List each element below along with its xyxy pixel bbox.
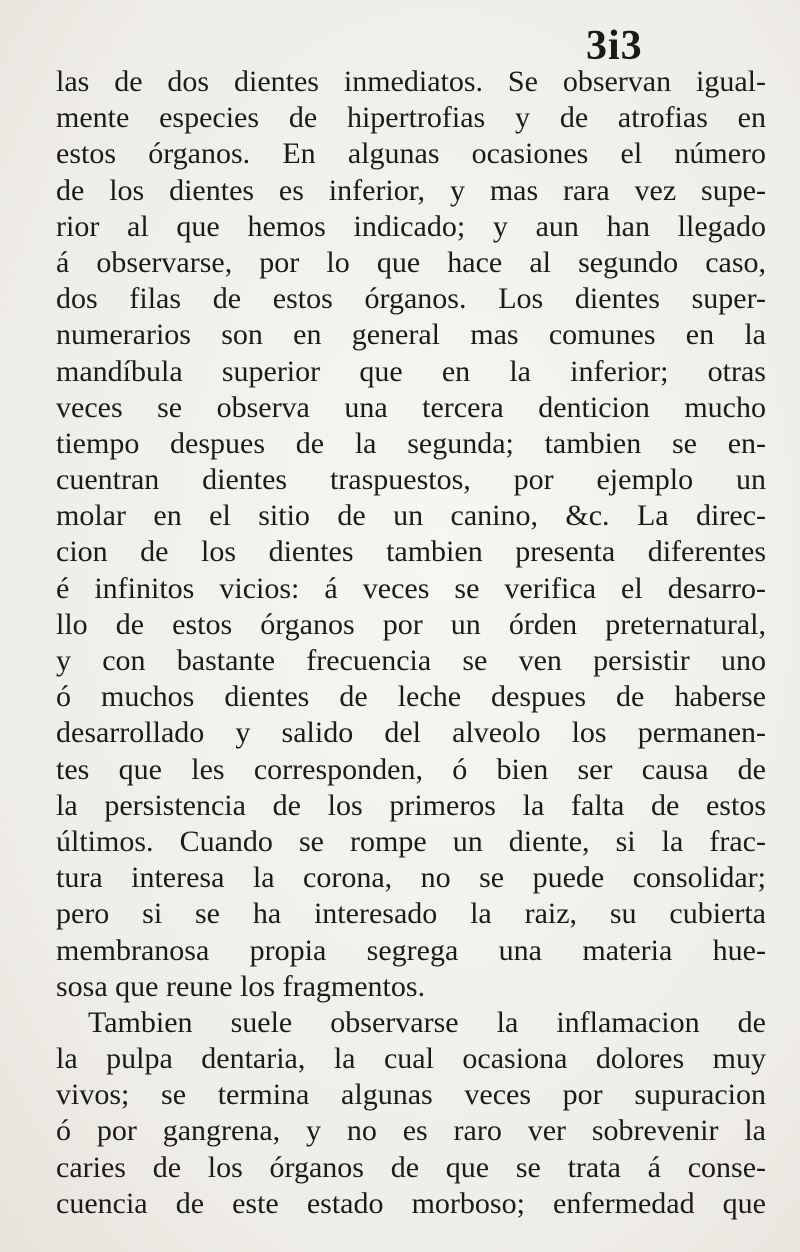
text-line: veces se observa una tercera denticion mucho — [56, 390, 766, 424]
text-line: rior al que hemos indicado; y aun han llegado — [56, 209, 766, 243]
text-line: caries de los órganos de que se trata á conse- — [56, 1150, 766, 1184]
text-line: tiempo despues de la segunda; tambien se en- — [56, 426, 766, 460]
text-line: cuencia de este estado morboso; enfermedad que — [56, 1186, 766, 1220]
text-line: las de dos dientes inmediatos. Se observan igual- — [56, 65, 766, 98]
body-text — [56, 64, 766, 1222]
text-line: membranosa propia segrega una materia hue- — [56, 933, 766, 967]
text-line: mente especies de hipertrofias y de atrofias en — [56, 101, 766, 135]
text-line: vivos; se termina algunas veces por supuracion — [56, 1078, 766, 1112]
text-line: Tambien suele observarse la inflamacion de — [88, 1005, 766, 1039]
text-line: numerarios son en general mas comunes en la — [56, 318, 766, 352]
text-line: últimos. Cuando se rompe un diente, si la frac- — [56, 824, 766, 858]
text-line: de los dientes es inferior, y mas rara vez supe- — [56, 173, 766, 207]
text-line: molar en el sitio de un canino, &c. La direc- — [56, 499, 766, 533]
text-line: desarrollado y salido del alveolo los permanen- — [56, 716, 766, 750]
text-line: dos filas de estos órganos. Los dientes super- — [56, 282, 766, 316]
text-line: y con bastante frecuencia se ven persistir uno — [56, 644, 766, 677]
text-line: á observarse, por lo que hace al segundo caso, — [56, 245, 766, 279]
text-line: ó por gangrena, y no es raro ver sobrevenir la — [56, 1114, 766, 1148]
page-number: 3i3 — [586, 23, 643, 69]
text-line: estos órganos. En algunas ocasiones el número — [56, 137, 766, 171]
text-line: pero si se ha interesado la raiz, su cubierta — [56, 897, 766, 931]
text-line: mandíbula superior que en la inferior; otras — [56, 354, 766, 388]
text-line: tura interesa la corona, no se puede consolidar; — [56, 861, 766, 895]
text-line: llo de estos órganos por un órden preternatural, — [56, 607, 766, 641]
text-line: cuentran dientes traspuestos, por ejemplo un — [56, 463, 766, 497]
text-line: cion de los dientes tambien presenta diferentes — [56, 535, 766, 569]
text-line: é infinitos vicios: á veces se verifica el desarro- — [56, 571, 766, 605]
text-line: la pulpa dentaria, la cual ocasiona dolores muy — [56, 1042, 766, 1076]
text-line: la persistencia de los primeros la falta de estos — [56, 788, 766, 822]
text-line: ó muchos dientes de leche despues de haberse — [56, 680, 766, 714]
text-line: tes que les corresponden, ó bien ser causa de — [56, 752, 766, 786]
text-line: sosa que reune los fragmentos. — [56, 969, 426, 1003]
